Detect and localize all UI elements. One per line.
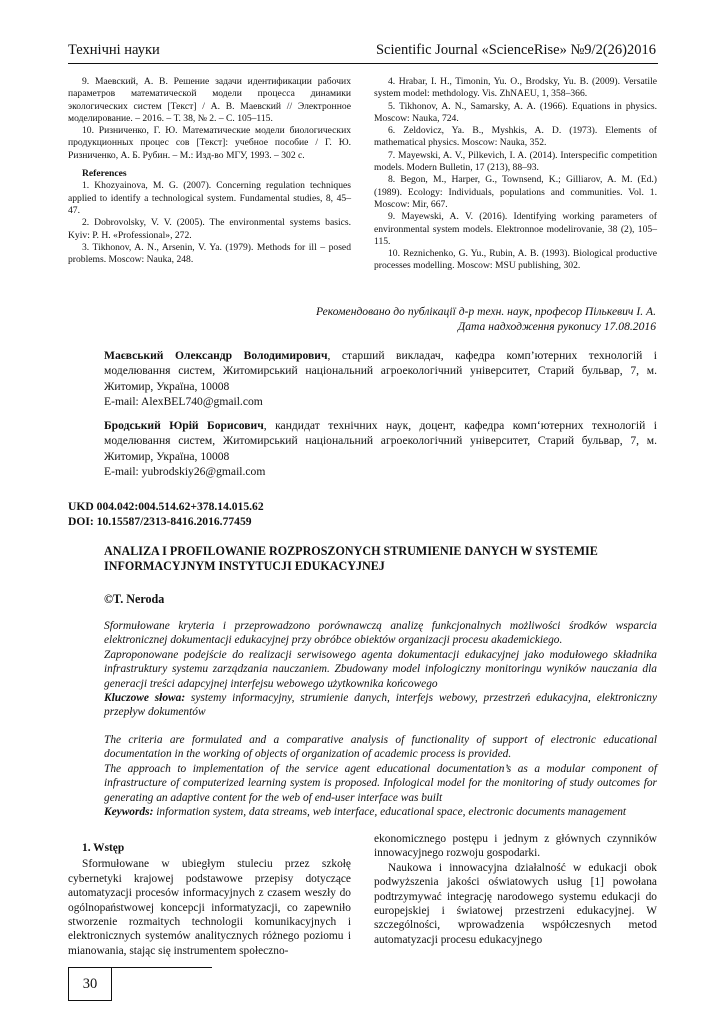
author-info-text [104, 348, 657, 394]
body-paragraph: Naukowa i innowacyjna działalność w edukacji obok podwyższenia jakości oświatowych usług [1] powołana podtrzymywać integrację narodowego systemu edukacji do europejskiej i światowej przestrzeni edukacyjnej. W szczególności, wprowadzenia współczesnych metod automatyzacji procesu edukacyjnego [374, 861, 657, 946]
reference-item: 6. Zeldovicz, Ya. B., Myshkis, A. D. (1973). Elements of mathematical physics. Moscow: Nauka, 352. [374, 125, 657, 149]
abstract-paragraph: Sformułowane kryteria i przeprowadzono porównawczą analizę funkcjonalnych możliwości środków wsparcia elektronicznej dokumentacji edukacyjnej przy obróbce obiektów organizacji procesu akademickiego. [104, 620, 657, 647]
reference-item: 7. Mayewski, A. V., Pilkevich, I. A. (2014). Interspecific competition models. Modern Bulletin, 17 (213), 88–93. [374, 149, 657, 174]
received-date: Дата надходження рукопису 17.08.2016 [457, 319, 656, 333]
author-info-block [104, 348, 657, 409]
section-heading: 1. Wstęp [82, 842, 125, 854]
author-email: E-mail: AlexBEL740@gmail.com [104, 394, 263, 408]
author-name: Маєвський Олександр Володимирович [104, 349, 328, 362]
recommendation-line: Рекомендовано до публікації д-р техн. наук, професор Пількевич І. А. [316, 305, 656, 318]
keywords-text: information system, data streams, web interface, educational space, electronic documents management [153, 806, 627, 819]
body-left-column [68, 841, 351, 958]
classification-block [68, 500, 264, 529]
body-right-column [374, 832, 657, 947]
abstract-polish [104, 619, 657, 720]
reference-item: 4. Hrabar, I. H., Timonin, Yu. O., Brodsky, Yu. B. (2009). Versatile system model: methdology. Vis. ZhNAEU, 1, 358–366. [374, 76, 657, 100]
author-email: E-mail: yubrodskiy26@gmail.com [104, 464, 266, 478]
abstract-paragraph: The criteria are formulated and a comparative analysis of functionality of support of electronic educational documentation in the working of objects of organization of academic process is provided. [104, 734, 657, 761]
reference-item: 2. Dobrovolsky, V. V. (2005). The environmental systems basics. Kyiv: P. H. «Professional», 272. [68, 217, 351, 241]
footer-rule [112, 967, 212, 968]
journal-section-title: Технічні науки [68, 42, 160, 58]
author-info-text [104, 418, 657, 464]
abstract-paragraph: Zaproponowane podejście do realizacji serwisowego agenta dokumentacji edukacyjnej jako modułowego składnika infrastruktury systemu zarządzania nauczaniem. Zbudowany model infologiczny monitoringu wyników nauczania dla generacji treści adapcyjnej interfejsu webowego użytkownika końcowego [104, 648, 657, 690]
references-right-column [374, 76, 657, 273]
author-details: , старший викладач, кафедра комп’ютерних технологій і моделювання систем, Житомирський національний агроекологічний університет, Старий бульвар, 7, м. Житомир, Україна, 10008 [104, 349, 657, 393]
abstract-paragraph: The approach to implementation of the service agent educational documentation’s as a modular component of infrastructure of computerized learning system is proposed. Infological model for the monitoring of study outcomes for generating an adaptive content for the web of end-user interface was built [104, 762, 657, 804]
reference-item: 5. Tikhonov, A. N., Samarsky, A. A. (1966). Equations in physics. Moscow: Nauka, 724. [374, 100, 657, 124]
article-author: ©T. Neroda [104, 592, 165, 606]
keywords-text: systemy informacyjny, strumienie danych, interfejs webowy, przestrzeń edukacyjna, elektroniczny przepływ dokumentów [104, 692, 657, 719]
author-name: Бродський Юрій Борисович [104, 419, 264, 432]
abstract-english [104, 733, 657, 819]
article-title: ANALIZA I PROFILOWANIE ROZPROSZONYCH STRUMIENIE DANYCH W SYSTEMIE INFORMACYJNYM INSTYTUCJI EDUKACYJNEJ [104, 544, 598, 573]
doi: DOI: 10.15587/2313-8416.2016.77459 [68, 514, 252, 528]
body-paragraph: Sformułowane w ubiegłym stuleciu przez szkołę cybernetyki krajowej podstawowe przepisy dotyczące automatyzacji procesów informacyjnych z czasem weszły do ogólnopaństwowej koncepcji informatyzacji, co zapewniło stworzenie rozmaitych technologii komunikacyjnych i elektronicznych systemów analitycznych różnego poziomu i mianowania, stając się instrumentem społeczno- [68, 858, 351, 957]
reference-item: 10. Ризниченко, Г. Ю. Математические модели биологических продукционных процес сов [Текст]: учебное пособие / Г. Ю. Ризниченко, А. Б. Рубин. – М.: Изд-во МГУ, 1993. – 302 с. [68, 125, 351, 161]
references-heading: References [82, 168, 127, 180]
reference-item: 8. Begon, M., Harper, G., Townsend, K.; Gilliarov, A. M. (Ed.) (1989). Ecology: Individuals, populations and communities. Vol. 1. Moscow: Mir, 667. [374, 174, 657, 210]
reference-item: 10. Reznichenko, G. Yu., Rubin, A. B. (1993). Biological productive processes modelling. Moscow: MSU publishing, 302. [374, 248, 657, 272]
references-left-column [68, 76, 351, 266]
author-info-block [104, 418, 657, 479]
header-rule [68, 63, 658, 64]
keywords-line [104, 805, 657, 819]
reference-item: 3. Tikhonov, A. N., Arsenin, V. Ya. (1979). Methods for ill – posed problems. Moscow: Nauka, 248. [68, 241, 351, 266]
keywords-label: Kluczowe słowa: [104, 692, 186, 705]
recommendation-note [156, 305, 656, 334]
reference-item: 9. Mayewski, A. V. (2016). Identifying working parameters of environmental system models. Elektronnoe modelirovanie, 38 (2), 105–115. [374, 211, 657, 247]
keywords-line [104, 691, 657, 720]
page-number: 30 [68, 967, 112, 1001]
keywords-label: Keywords: [104, 806, 154, 819]
body-paragraph: ekonomicznego postępu i jednym z głównych czynników innowacyjnego rozwoju gospodarki. [374, 833, 657, 860]
journal-name: Scientific Journal «ScienceRise» №9/2(26)2016 [375, 42, 656, 58]
reference-item: 1. Khozyainova, M. G. (2007). Concerning regulation techniques applied to identify a technological system. Fundamental studies, 8, 45–47. [68, 180, 351, 216]
udk-code: UKD 004.042:004.514.62+378.14.015.62 [68, 500, 264, 513]
author-details: , кандидат технічних наук, доцент, кафедра комп‘ютерних технологій і моделювання систем, Житомирський національний агроекологічний університет, Старий бульвар, 7, м. Житомир, Україна, 10008 [104, 419, 657, 463]
reference-item: 9. Маевский, А. В. Решение задачи идентификации рабочих параметров математической модели процесса динамики экологических систем [Текст] / А. В. Маевский // Электронное моделирование. – 2016. – Т. 38, № 2. – С. 105–115. [68, 76, 351, 124]
